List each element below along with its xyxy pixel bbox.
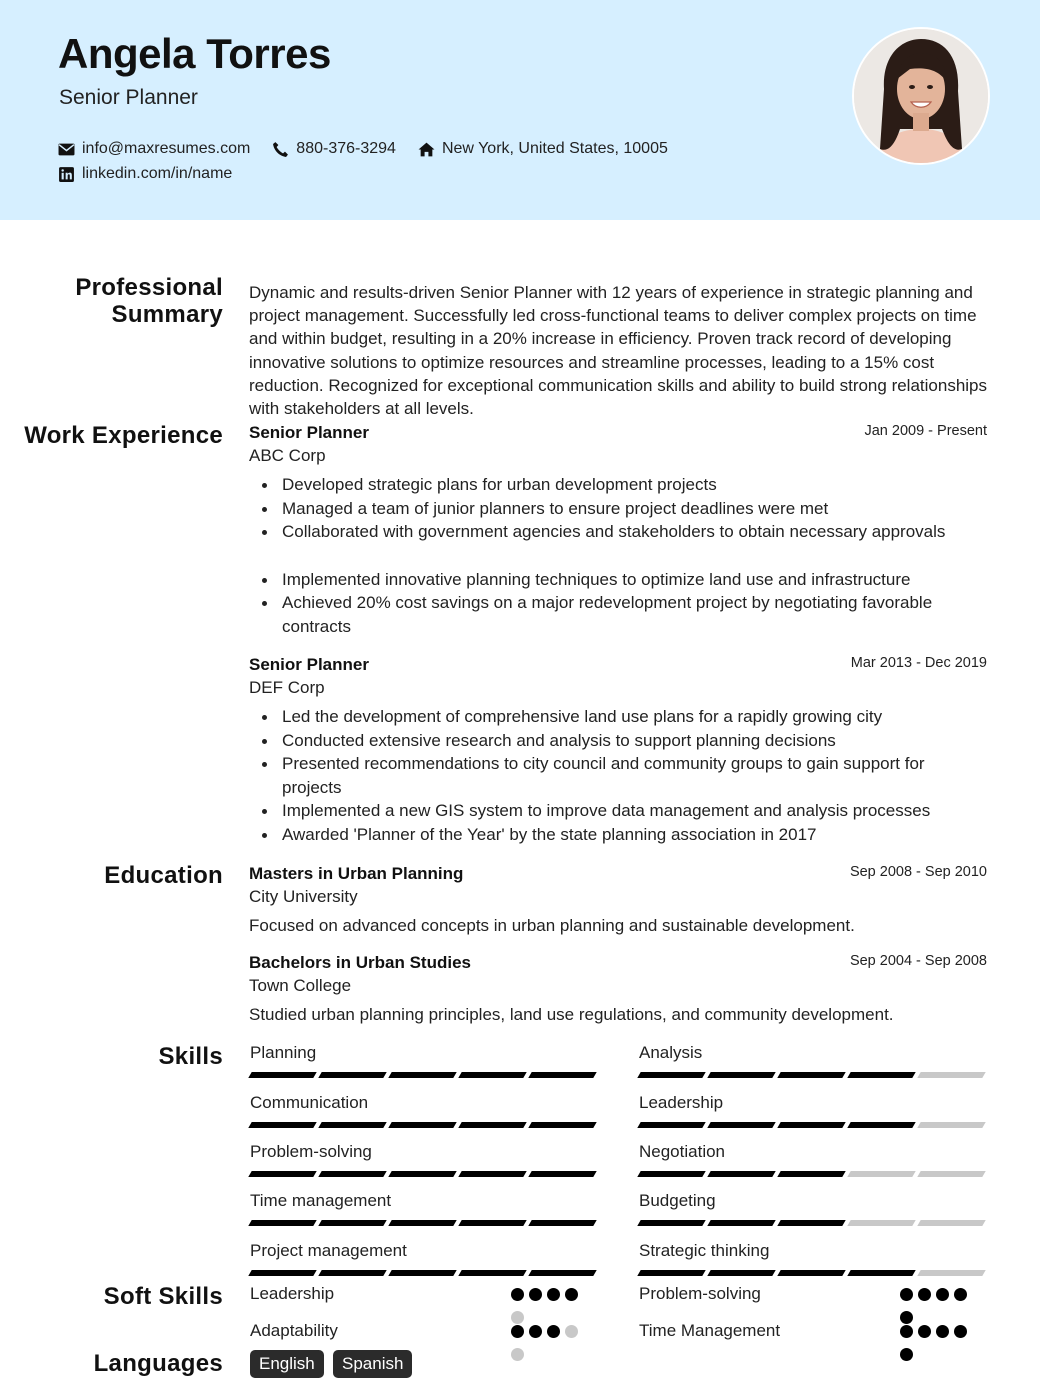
skill-level-segment	[637, 1122, 705, 1128]
skill-level-segment	[248, 1072, 316, 1078]
skill-level-segment	[777, 1122, 845, 1128]
degree-title: Bachelors in Urban Studies	[249, 953, 471, 972]
section-label-summary: Professional Summary	[75, 274, 223, 328]
skill-level-segment	[318, 1220, 386, 1226]
skill-item	[250, 1043, 598, 1063]
linkedin-text: linkedin.com/in/name	[82, 165, 233, 182]
skill-level-segment	[707, 1220, 775, 1226]
job-title: Senior Planner	[249, 423, 369, 442]
job-bullets	[249, 473, 987, 544]
skill-name: Leadership	[639, 1093, 724, 1112]
skill-item	[639, 1142, 987, 1162]
skill-item	[250, 1241, 598, 1261]
education-dates: Sep 2008 - Sep 2010	[849, 864, 987, 880]
job-company: DEF Corp	[249, 678, 325, 697]
skill-level-segment	[458, 1122, 526, 1128]
skill-item	[639, 1241, 987, 1261]
skill-level-bar	[639, 1220, 987, 1226]
skill-level-bar	[639, 1270, 987, 1276]
skill-level-segment	[318, 1072, 386, 1078]
list-item: Implemented a new GIS system to improve data management and analysis processes	[249, 799, 987, 823]
skill-level-segment	[528, 1072, 596, 1078]
section-label-work: Work Experience	[24, 422, 223, 449]
list-item: Achieved 20% cost savings on a major redevelopment project by negotiating favorable contracts	[249, 591, 987, 638]
rating-dot	[936, 1288, 949, 1301]
skill-level-segment	[847, 1270, 915, 1276]
skill-level-segment	[917, 1220, 985, 1226]
job-bullets-continued	[249, 568, 987, 639]
skill-level-bar	[250, 1072, 598, 1078]
skill-level-segment	[458, 1220, 526, 1226]
soft-skill-name: Leadership	[250, 1284, 335, 1303]
language-chip: Spanish	[333, 1350, 412, 1378]
list-item: Awarded 'Planner of the Year' by the state planning association in 2017	[249, 823, 987, 847]
job-bullets	[249, 705, 987, 846]
skill-level-segment	[707, 1122, 775, 1128]
home-icon	[418, 141, 435, 158]
skill-level-segment	[318, 1122, 386, 1128]
skill-level-bar	[639, 1072, 987, 1078]
rating-dot	[529, 1288, 542, 1301]
skill-item	[250, 1142, 598, 1162]
skill-item	[639, 1093, 987, 1113]
skill-level-bar	[250, 1220, 598, 1226]
skill-level-segment	[248, 1122, 316, 1128]
skill-item	[639, 1191, 987, 1211]
job-dates: Mar 2013 - Dec 2019	[850, 655, 987, 671]
skill-level-segment	[528, 1171, 596, 1177]
section-label-languages: Languages	[93, 1350, 223, 1377]
skill-name: Planning	[250, 1043, 317, 1062]
skill-name: Project management	[250, 1241, 407, 1260]
skill-level-segment	[388, 1220, 456, 1226]
skill-name: Negotiation	[639, 1142, 726, 1161]
skill-level-segment	[248, 1270, 316, 1276]
rating-dot	[900, 1288, 913, 1301]
skill-level-bar	[639, 1122, 987, 1128]
skill-level-segment	[637, 1220, 705, 1226]
envelope-icon	[58, 141, 75, 158]
rating-dot	[547, 1288, 560, 1301]
summary-text: Dynamic and results-driven Senior Planner with 12 years of experience in strategic planning and project management. Successfully led cross-functional teams to deliver complex projects on time and within budget, resulting in a 20% increase in efficiency. Proven track record of developing innovative solutions to optimize resources and streamline processes, leading to a 15% cost reduction. Recognized for exceptional communication skills and ability to build strong relationships with stakeholders at all levels.	[249, 283, 988, 419]
skill-level-segment	[847, 1122, 915, 1128]
rating-dot	[918, 1288, 931, 1301]
skill-level-segment	[637, 1171, 705, 1177]
contact-row-2	[58, 165, 254, 183]
rating-dot	[954, 1325, 967, 1338]
skill-level-segment	[528, 1220, 596, 1226]
list-item: Managed a team of junior planners to ensure project deadlines were met	[249, 497, 987, 521]
list-item: Developed strategic plans for urban development projects	[249, 473, 987, 497]
contact-phone[interactable]	[272, 140, 396, 158]
phone-icon	[272, 141, 289, 158]
skill-level-bar	[250, 1270, 598, 1276]
rating-dot	[547, 1325, 560, 1338]
soft-skill-name: Adaptability	[250, 1321, 338, 1340]
rating-dot	[511, 1325, 524, 1338]
skill-level-segment	[917, 1270, 985, 1276]
school-name: City University	[249, 887, 358, 906]
skill-level-segment	[707, 1270, 775, 1276]
skill-level-bar	[250, 1171, 598, 1177]
skill-name: Problem-solving	[250, 1142, 372, 1161]
skill-item	[250, 1191, 598, 1211]
skill-level-segment	[458, 1270, 526, 1276]
rating-dot	[954, 1288, 967, 1301]
skill-level-segment	[388, 1122, 456, 1128]
skill-level-segment	[777, 1270, 845, 1276]
skill-level-segment	[847, 1220, 915, 1226]
skill-level-segment	[388, 1072, 456, 1078]
list-item: Led the development of comprehensive land use plans for a rapidly growing city	[249, 705, 987, 729]
rating-dot	[565, 1288, 578, 1301]
skill-item	[639, 1043, 987, 1063]
profile-photo-image	[854, 29, 988, 163]
skill-level-segment	[777, 1072, 845, 1078]
contact-row	[58, 140, 690, 158]
skill-name: Analysis	[639, 1043, 703, 1062]
rating-dot	[900, 1311, 913, 1324]
skill-name: Time management	[250, 1191, 392, 1210]
candidate-name: Angela Torres	[58, 30, 331, 77]
skill-level-segment	[528, 1270, 596, 1276]
skill-level-segment	[777, 1220, 845, 1226]
list-item: Implemented innovative planning techniques to optimize land use and infrastructure	[249, 568, 987, 592]
skill-level-segment	[248, 1220, 316, 1226]
section-label-skills: Skills	[158, 1043, 223, 1070]
soft-skill-rating	[900, 1325, 972, 1371]
job-entry	[249, 655, 987, 846]
skill-name: Communication	[250, 1093, 369, 1112]
contact-address	[418, 140, 668, 158]
skill-level-segment	[388, 1171, 456, 1177]
skill-level-bar	[250, 1122, 598, 1128]
education-entry	[249, 864, 987, 937]
rating-dot	[565, 1325, 578, 1338]
profile-photo	[852, 27, 990, 165]
education-dates: Sep 2004 - Sep 2008	[849, 953, 987, 969]
skill-level-segment	[847, 1072, 915, 1078]
rating-dot	[936, 1325, 949, 1338]
education-description: Focused on advanced concepts in urban planning and sustainable development.	[249, 916, 855, 935]
rating-dot	[511, 1311, 524, 1324]
rating-dot	[900, 1348, 913, 1361]
skill-name: Budgeting	[639, 1191, 716, 1210]
candidate-title: Senior Planner	[59, 86, 198, 109]
skill-level-segment	[458, 1072, 526, 1078]
skill-level-segment	[917, 1072, 985, 1078]
rating-dot	[529, 1325, 542, 1338]
job-dates: Jan 2009 - Present	[864, 423, 987, 439]
rating-dot	[900, 1325, 913, 1338]
degree-title: Masters in Urban Planning	[249, 864, 464, 883]
list-item: Collaborated with government agencies and stakeholders to obtain necessary approvals	[249, 520, 987, 544]
skill-level-segment	[707, 1072, 775, 1078]
skill-level-segment	[847, 1171, 915, 1177]
rating-dot	[918, 1325, 931, 1338]
skill-level-segment	[707, 1171, 775, 1177]
soft-skill-rating	[511, 1325, 583, 1371]
rating-dot	[511, 1288, 524, 1301]
soft-skill-name: Time Management	[639, 1321, 781, 1340]
skill-level-segment	[637, 1072, 705, 1078]
school-name: Town College	[249, 976, 352, 995]
skill-level-segment	[917, 1122, 985, 1128]
summary-block	[249, 281, 987, 420]
skill-level-segment	[248, 1171, 316, 1177]
skill-item	[250, 1093, 598, 1113]
list-item: Conducted extensive research and analysis to support planning decisions	[249, 729, 987, 753]
skill-name: Strategic thinking	[639, 1241, 770, 1260]
skill-level-segment	[637, 1270, 705, 1276]
rating-dot	[511, 1348, 524, 1361]
skill-level-bar	[639, 1171, 987, 1177]
skill-level-segment	[458, 1171, 526, 1177]
job-title: Senior Planner	[249, 655, 369, 674]
job-entry	[249, 423, 987, 638]
list-item: Presented recommendations to city council and community groups to gain support for projects	[249, 752, 987, 799]
education-entry	[249, 953, 987, 1026]
contact-email[interactable]	[58, 140, 250, 158]
skill-level-segment	[388, 1270, 456, 1276]
skill-level-segment	[318, 1171, 386, 1177]
linkedin-icon	[58, 166, 75, 183]
email-text: info@maxresumes.com	[82, 140, 251, 157]
skill-level-segment	[917, 1171, 985, 1177]
section-label-education: Education	[104, 862, 223, 889]
address-text: New York, United States, 10005	[441, 140, 668, 157]
phone-text: 880-376-3294	[296, 140, 396, 157]
education-description: Studied urban planning principles, land use regulations, and community development.	[249, 1005, 894, 1024]
skill-level-segment	[318, 1270, 386, 1276]
section-label-soft-skills: Soft Skills	[103, 1283, 223, 1310]
resume-header	[0, 0, 1040, 220]
job-company: ABC Corp	[249, 446, 326, 465]
contact-linkedin[interactable]	[58, 165, 232, 183]
skill-level-segment	[777, 1171, 845, 1177]
language-chip: English	[250, 1350, 324, 1378]
skill-level-segment	[528, 1122, 596, 1128]
soft-skill-name: Problem-solving	[639, 1284, 761, 1303]
